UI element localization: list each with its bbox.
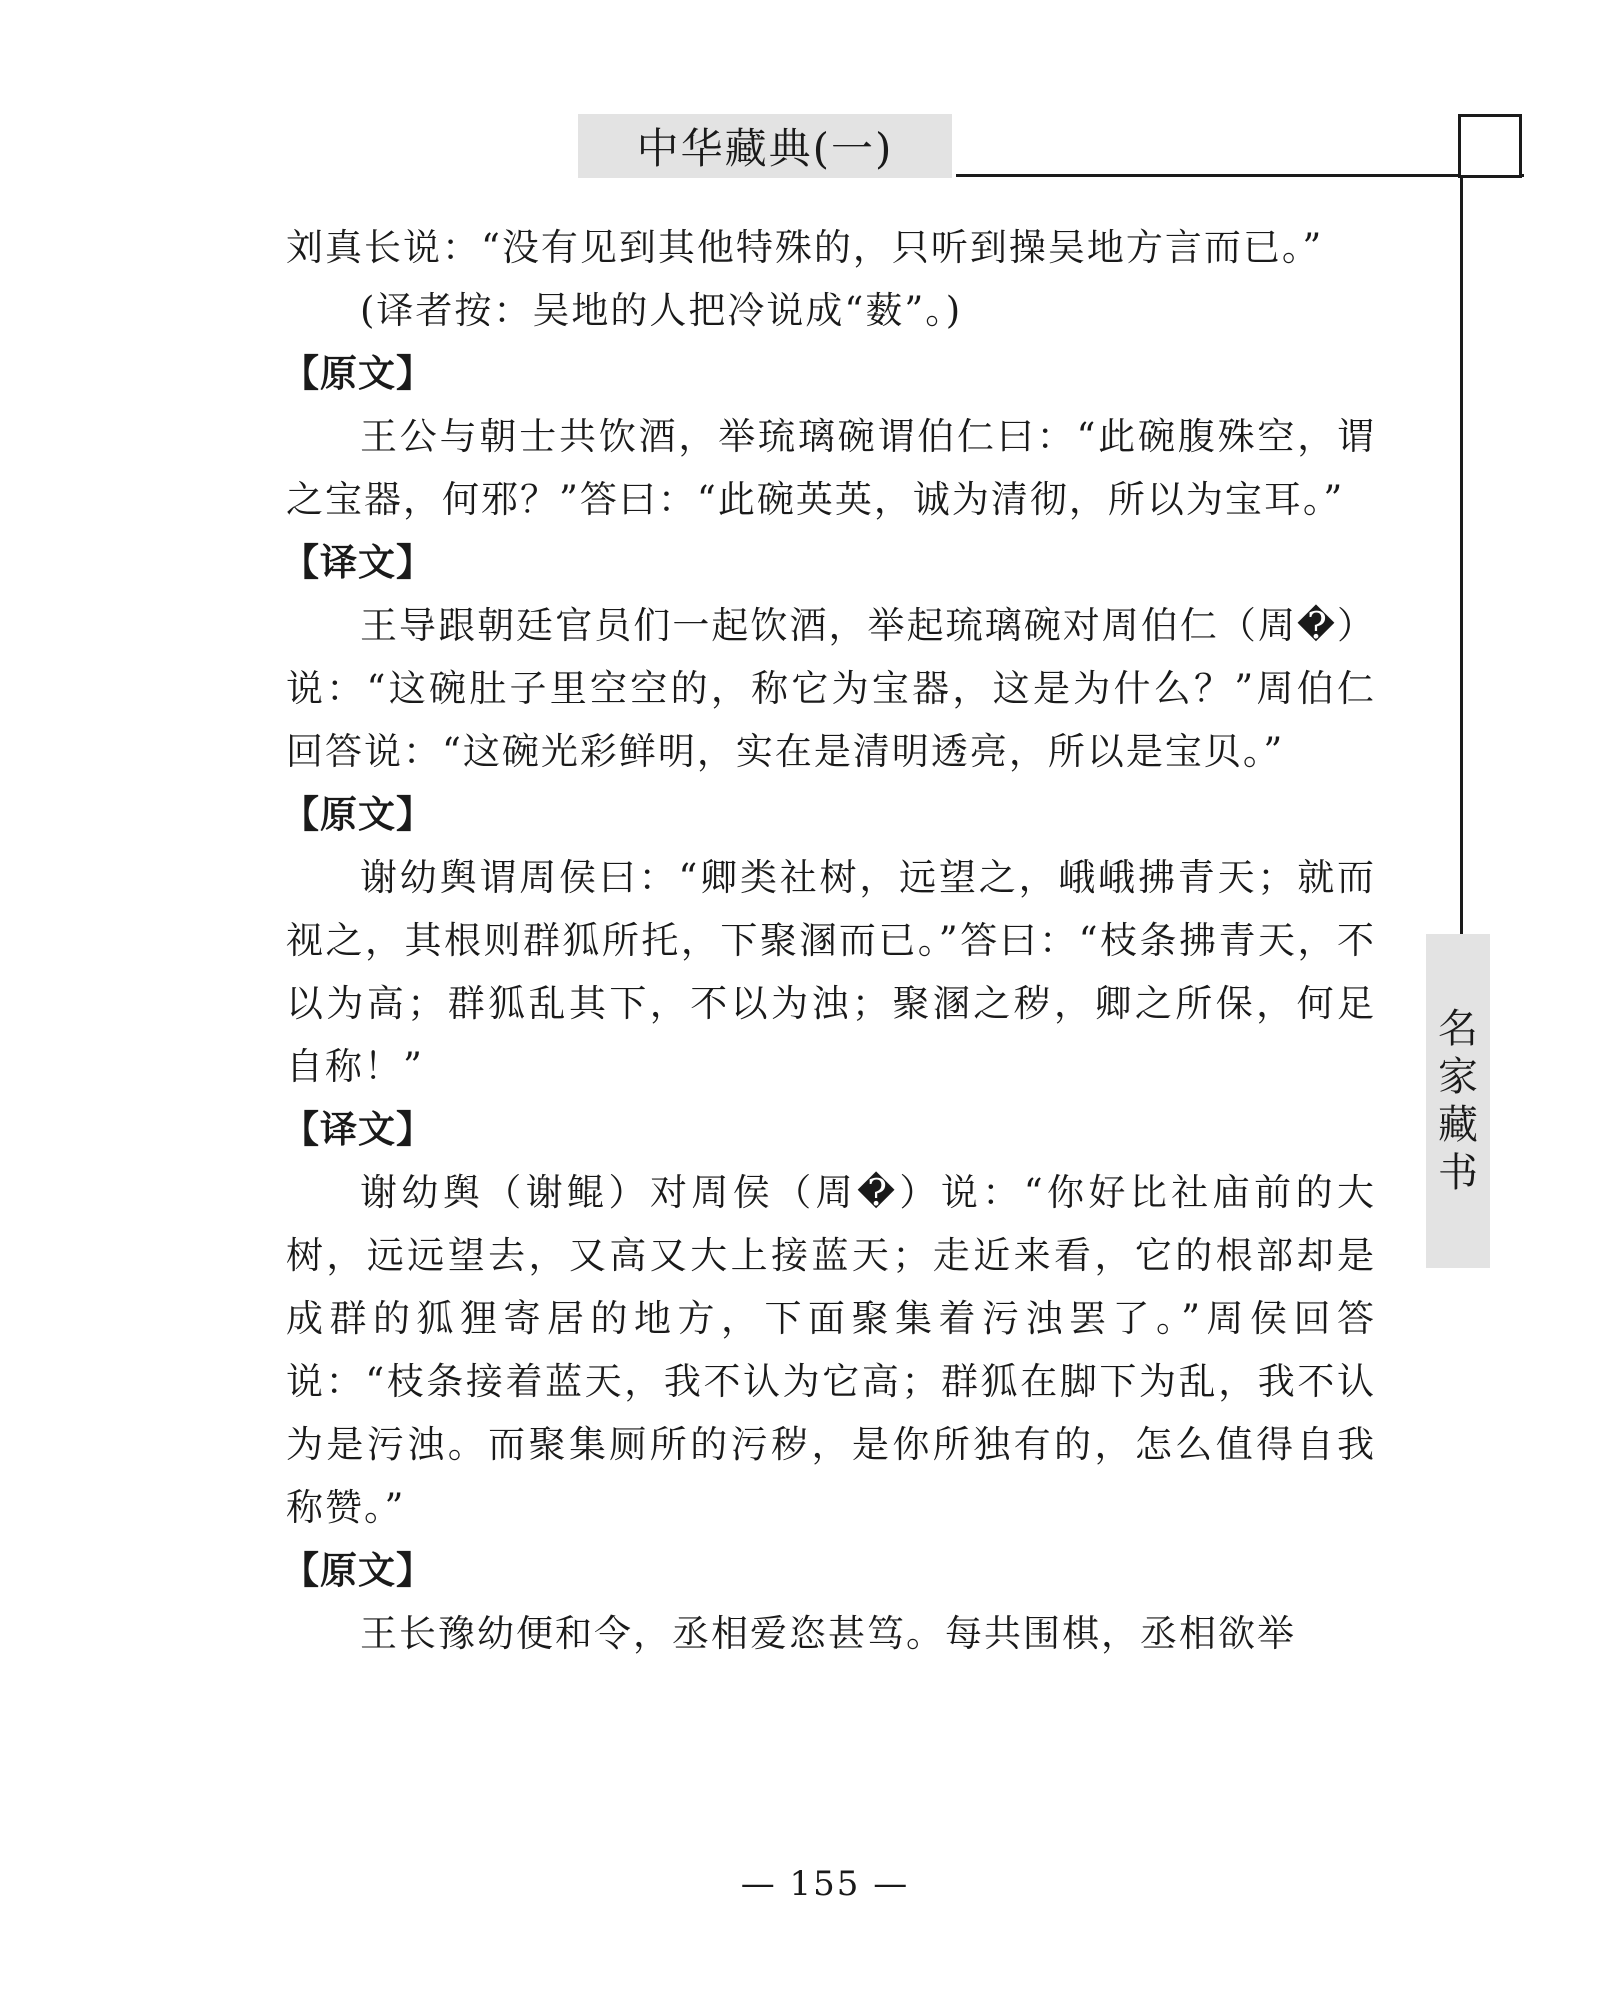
translator-note: (译者按：吴地的人把冷说成“薮”。): [360, 289, 963, 332]
paragraph: 王公与朝士共饮酒，举琉璃碗谓伯仁曰：“此碗腹殊空，谓之宝器，何邪？”答曰：“此碗英英，诚为清彻，所以为宝耳。”: [286, 415, 1376, 521]
side-tab-char: 藏: [1438, 1102, 1478, 1148]
section-heading: 【原文】: [282, 1549, 434, 1592]
book-title: 中华藏典(一): [636, 124, 894, 173]
section-heading: 【原文】: [282, 352, 434, 395]
running-header-title: [578, 114, 952, 178]
section-heading: 【原文】: [282, 793, 434, 836]
section-heading: 【译文】: [282, 1108, 434, 1151]
header-rule: [956, 174, 1524, 177]
paragraph: 刘真长说：“没有见到其他特殊的，只听到操吴地方言而已。”: [286, 226, 1324, 269]
corner-box: [1458, 114, 1522, 178]
paragraph: 王长豫幼便和令，丞相爱恣甚笃。每共围棋，丞相欲举: [360, 1612, 1296, 1655]
paragraph: 谢幼舆（谢鲲）对周侯（周�）说：“你好比社庙前的大树，远远望去，又高又大上接蓝天；走近来看，它的根部却是成群的狐狸寄居的地方，下面聚集着污浊罢了。”周侯回答说：“枝条接着蓝天，我不认为它高；群狐在脚下为乱，我不认为是污浊。而聚集厕所的污秽，是你所独有的，怎么值得自我称赞。”: [286, 1171, 1376, 1529]
margin-rule: [1460, 114, 1463, 934]
side-tab-char: 书: [1438, 1150, 1478, 1196]
paragraph: 谢幼舆谓周侯曰：“卿类社树，远望之，峨峨拂青天；就而视之，其根则群狐所托，下聚溷而已。”答曰：“枝条拂青天，不以为高；群狐乱其下，不以为浊；聚溷之秽，卿之所保，何足自称！”: [286, 856, 1376, 1088]
side-tab: [1426, 934, 1490, 1268]
page-number: — 155 —: [740, 1864, 910, 1904]
side-tab-char: 名: [1438, 1006, 1478, 1052]
body-text: [282, 216, 1376, 1665]
side-tab-char: 家: [1438, 1054, 1478, 1100]
paragraph: 王导跟朝廷官员们一起饮酒，举起琉璃碗对周伯仁（周�）说：“这碗肚子里空空的，称它为宝器，这是为什么？”周伯仁回答说：“这碗光彩鲜明，实在是清明透亮，所以是宝贝。”: [286, 604, 1376, 773]
section-heading: 【译文】: [282, 541, 434, 584]
